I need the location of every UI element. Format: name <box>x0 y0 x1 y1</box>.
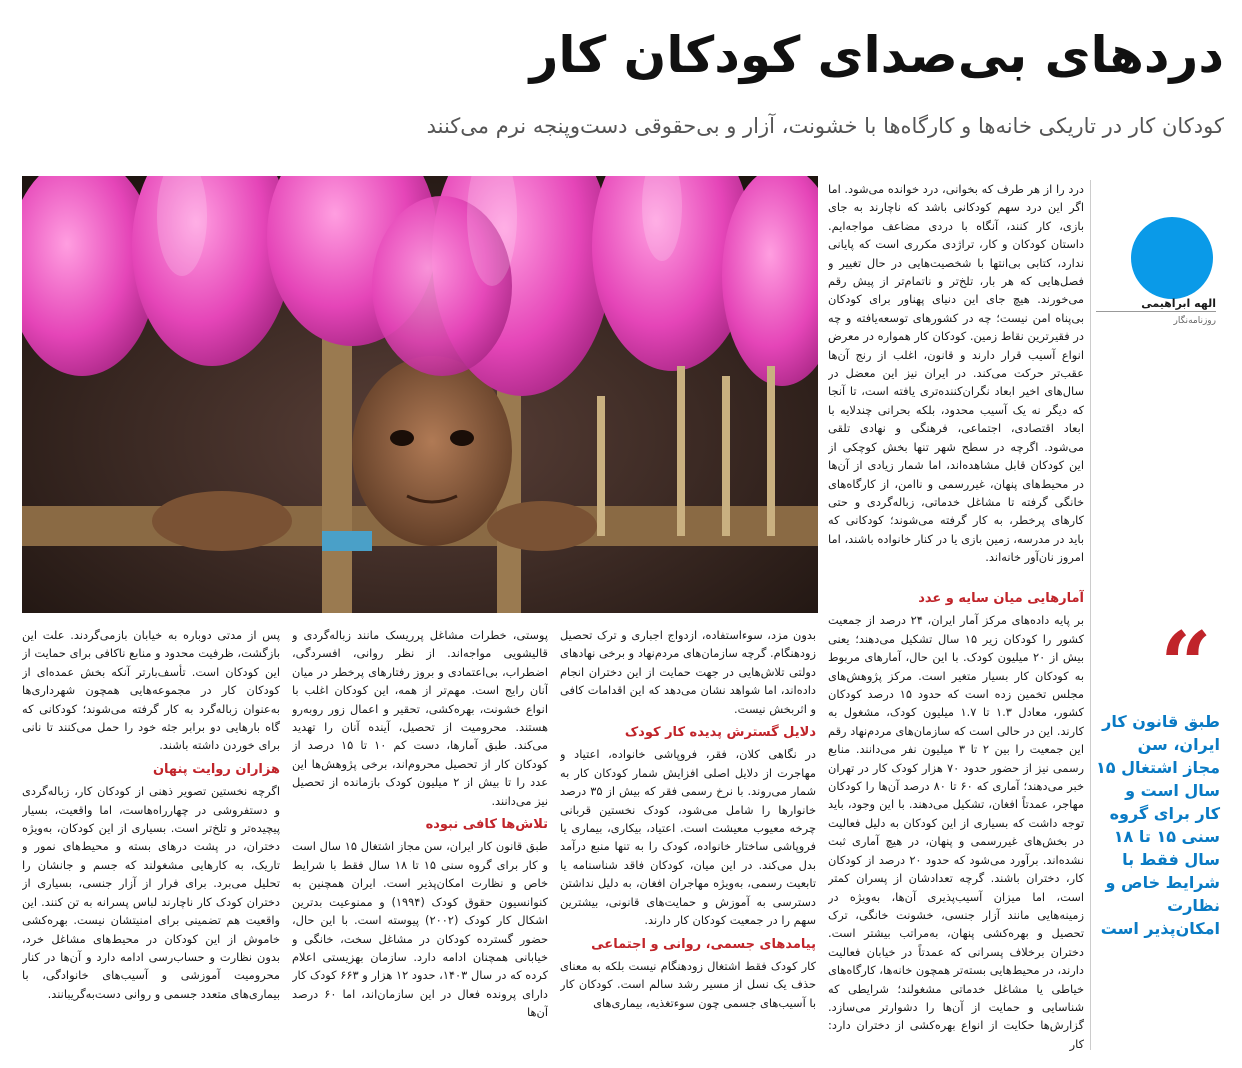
headline: دردهای بی‌صدای کودکان کار <box>529 26 1224 84</box>
author-avatar <box>1131 217 1213 299</box>
article-column-2 <box>560 626 816 1056</box>
section-heading: آمارهایی میان سایه و عدد <box>918 591 1084 606</box>
author-divider <box>1096 311 1216 312</box>
paragraph: پوستی، خطرات مشاغل پرریسک مانند زباله‌گردی و قالیشویی مواجه‌اند. از نظر روانی، افسردگی، اضطراب، بی‌اعتمادی و بروز رفتارهای پرخطر در میان آنان رایج است. مهم‌تر از همه، این کودکان اغلب با انواع خشونت، بهره‌کشی، تحقیر و اعمال زور روبه‌رو هستند. محرومیت از تحصیل، آینده آنان را تهدید می‌کند. طبق آمارها، دست کم ۱۰ تا ۱۵ درصد از کودکان کار از تحصیل محروم‌اند، برخی پژوهش‌ها این عدد را تا بیش از ۲ میلیون کودک بازمانده از تحصیل نیز می‌دانند. <box>292 628 548 808</box>
pull-quote: طبق قانون کار ایران، سن مجاز اشتغال ۱۵ سال است و کار برای گروه سنی ۱۵ تا ۱۸ سال فقط با شرایط خاص و نظارت امکان‌پذیر است <box>1096 712 1220 938</box>
section-heading: دلایل گسترش پدیده کار کودک <box>624 725 816 741</box>
article-photo <box>22 176 818 613</box>
paragraph: در نگاهی کلان، فقر، فروپاشی خانواده، اعتیاد و مهاجرت از دلایل اصلی افزایش شمار کودکان کار به شمار می‌روند. با نرخ رسمی فقر که بیش از ۳۵ درصد خانوارها را شامل می‌شود، کودک نخستین قربانی چرخه معیوب معیشت است. اعتیاد، بیکاری، بیماری یا فروپاشی ساختار خانواده، کودک را به تنها منبع درآمد بدل می‌کند. در این میان، کودکان فاقد شناسنامه یا تابعیت رسمی، به‌ویژه مهاجران افغان، به دلیل نداشتن دسترسی به آموزش و حمایت‌های قانونی، بیشترین سهم را در جمعیت کودکان کار دارند. <box>560 747 816 928</box>
subheadline: کودکان کار در تاریکی خانه‌ها و کارگاه‌ها با خشونت، آزار و بی‌حقوقی دست‌وپنجه نرم می‌کنند <box>426 114 1224 138</box>
quote-mark-icon: “ <box>1160 612 1212 718</box>
paragraph: پس از مدتی دوباره به خیابان بازمی‌گردند. علت این بازگشت، ظرفیت محدود و منابع ناکافی برای حمایت از این کودکان است. تأسف‌بارتر آنکه بخش عمده‌ای از کودکان کار در مجموعه‌هایی همچون شهرداری‌ها به‌عنوان زباله‌گرد به کار گرفته می‌شوند؛ کودکانی که گاه بارهایی دو برابر جثه خود را حمل می‌کنند تا نانی برای خوردن داشته باشند. <box>22 628 280 753</box>
paragraph: طبق قانون کار ایران، سن مجاز اشتغال ۱۵ سال است و کار برای گروه سنی ۱۵ تا ۱۸ سال فقط با شرایط خاص و نظارت امکان‌پذیر است. ایران همچنین به کنوانسیون حقوق کودک (۱۹۹۴) و ممنوعیت بدترین اشکال کار کودک (۲۰۰۲) پیوسته است. با این حال، حضور گسترده کودکان در مشاغل سخت، خانگی و خیابانی همچنان ادامه دارد. سازمان بهزیستی اعلام کرده که در سال ۱۴۰۳، حدود ۱۲ هزار و ۶۶۳ کودک کار دارای پرونده فعال در این سازمان‌اند، اما ۶۰ درصد آن‌ها <box>292 839 548 1020</box>
paragraph: بدون مزد، سوءاستفاده، ازدواج اجباری و ترک تحصیل زودهنگام. گرچه سازمان‌های مردم‌نهاد و برخی نهادهای دولتی تلاش‌هایی در جهت حمایت از این دختران انجام داده‌اند، اما شواهد نشان می‌دهد که این اقدامات کافی و اثربخش نیست. <box>560 628 816 716</box>
author-role: روزنامه‌نگار <box>1173 316 1216 326</box>
author-name: الهه ابراهیمی <box>1141 297 1216 310</box>
section-heading: تلاش‌ها کافی نبوده <box>425 817 548 833</box>
paragraph: کار کودک فقط اشتغال زودهنگام نیست بلکه به معنای حذف یک نسل از مسیر رشد سالم است. کودکان کار با آسیب‌های جسمی چون سوءتغذیه، بیماری‌های <box>560 958 816 1010</box>
paragraph: درد را از هر طرف که بخوانی، درد خوانده می‌شود. اما اگر این درد سهم کودکانی باشد که ناچارند به جای بازی، کار کنند، آنگاه با دردی مضاعف مواجه‌ایم. داستان کودکان و کار، تراژدی مکرری است که پایانی ندارد، کتابی بی‌انتها با شخصیت‌هایی در حال تغییر و فصل‌هایی که هر بار، تلخ‌تر و ناتمام‌تر از پیش رقم می‌خورند. هیچ جای این دنیای پهناور برای کودکان بی‌پناه امن نیست؛ چه در کشورهای توسعه‌یافته و چه در فقیرترین نقاط زمین. کودکان کار همواره در معرض انواع آسیب قرار دارند و قانون، اغلب از رنج آن‌ها عقب‌تر حرکت می‌کند. در ایران نیز این معضل در سال‌های اخیر ابعاد نگران‌کننده‌تری یافته است، تا آنجا که دیگر نه یک آسیب محدود، بلکه بحرانی چندلایه با ابعاد اقتصادی، اجتماعی، فرهنگی و نهادی تلقی می‌شود. اگرچه در سطح شهر تنها بخش کوچکی از این کودکان قابل مشاهده‌اند، اما شمار زیادی از آن‌ها در محیط‌های پنهان، غیررسمی و ناامن، از کارگاه‌های خانگی گرفته تا مشاغل خدماتی، زباله‌گردی و حتی کارهای پرخطر، به کار گرفته می‌شوند؛ کودکانی که باید در مدرسه، زمین بازی یا در کنار خانواده باشند، اما امروز نان‌آور خانه‌اند. <box>828 182 1084 565</box>
article-column-1 <box>828 584 1084 1054</box>
section-heading: پیامدهای جسمی، روانی و اجتماعی <box>591 936 816 952</box>
article-column-top <box>828 180 1084 580</box>
sidebar-divider <box>1090 180 1091 1050</box>
section-heading: هزاران روایت پنهان <box>152 761 280 777</box>
article-column-3 <box>292 626 548 1056</box>
paragraph: بر پایه داده‌های مرکز آمار ایران، ۲۴ درصد از جمعیت کشور را کودکان زیر ۱۵ سال تشکیل می‌دهند؛ یعنی بیش از ۲۰ میلیون کودک. با این حال، آمارهای مربوط به کودکان کار بسیار متغیر است. مرکز پژوهش‌های مجلس تخمین زده است که حدود ۱۵ درصد کودکان کشور، معادل ۱.۳ تا ۱.۷ میلیون کودک، مشغول به کارند. این در حالی است که سازمان‌های مردم‌نهاد رقم این جمعیت را بین ۲ تا ۳ میلیون نفر می‌دانند. منابع رسمی نیز از حضور حدود ۷۰ هزار کودک کار در تهران خبر می‌دهند؛ آماری که ۶۰ تا ۸۰ درصد آن‌ها را کودکان مهاجر، عمدتاً افغان، تشکیل می‌دهند. با این وجود، باید توجه داشت که بسیاری از این کودکان به دلیل فعالیت در بخش‌های غیررسمی و پنهان، در هیچ آماری ثبت نشده‌اند. برآورد می‌شود که حدود ۲۰ درصد از کودکان کار، دختران باشند. گرچه تعدادشان از پسران کمتر است، اما میزان آسیب‌پذیری آن‌ها، به‌ویژه در زمینه‌هایی مانند آزار جنسی، خشونت خانگی، ترک تحصیل و بهره‌کشی پنهان، به‌مراتب بیشتر است. دختران برخلاف پسرانی که عمدتاً در خیابان فعالیت دارند، در محیط‌هایی بسته‌تر همچون خانه‌ها، کارگاه‌های خیاطی یا مشاغل خدماتی مشغولند؛ شرایطی که شناسایی و حمایت از آن‌ها را دشوارتر می‌سازد. گزارش‌ها حکایت از انواع بهره‌کشی از دختران دارد: کار <box>828 613 1084 1051</box>
paragraph: اگرچه نخستین تصویر ذهنی از کودکان کار، زباله‌گردی و دستفروشی در چهارراه‌هاست، اما واقعیت، بسیار پیچیده‌تر و تلخ‌تر است. بسیاری از این کودکان، به‌ویژه دختران، در پشت درهای بسته و محیط‌های نمور و تاریک، به کارهایی مشغولند که جسم و جانشان را تحلیل می‌برد. برای فرار از آزار جنسی، بسیاری از دختران کودک کار ناچارند لباس پسرانه به تن کنند. این واقعیت هم تضمینی برای امنیتشان نیست. بهره‌کشی خاموش از این کودکان در محیط‌های مشاغل خرد، بدون نظارت و حساب‌رسی ادامه دارد و آن‌ها در کنار محرومیت آموزشی و آسیب‌های خانوادگی، با بیماری‌های متعدد جسمی و روانی دست‌به‌گریبانند. <box>22 784 280 1001</box>
article-column-4 <box>22 626 280 1056</box>
